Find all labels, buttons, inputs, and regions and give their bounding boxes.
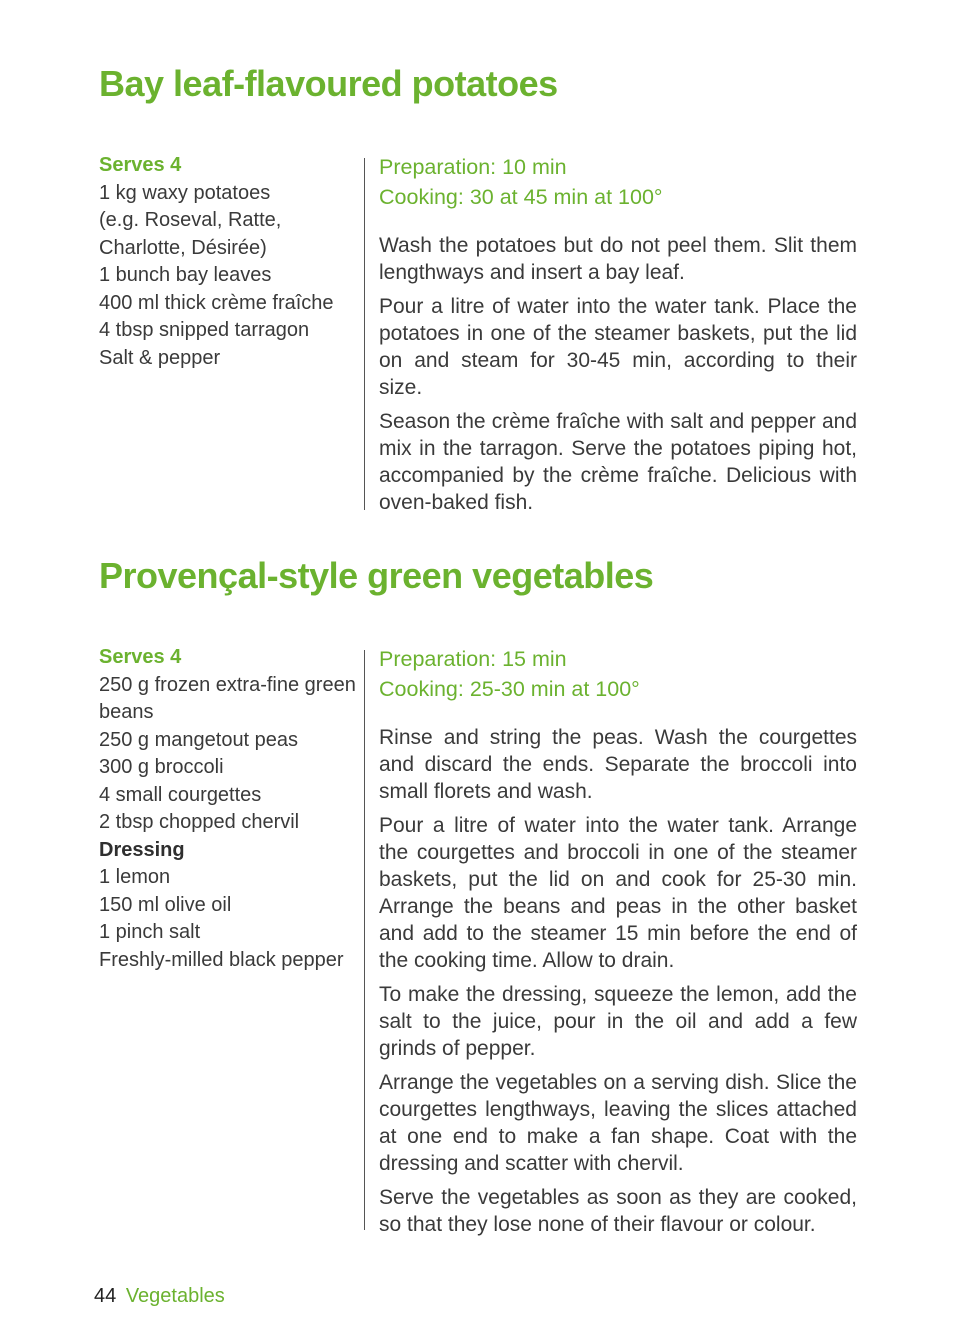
section-name: Vegetables <box>125 1285 225 1307</box>
column-divider <box>364 158 365 510</box>
method-step: Season the crème fraîche with salt and pepper and mix in the tarragon. Serve the potatoes piping hot, accompanied by the crème fraîche. Delicious with oven-baked fish. <box>379 410 857 514</box>
ingredient-item: (e.g. Roseval, Ratte, Charlotte, Désirée) <box>99 209 282 259</box>
method-steps <box>379 232 857 516</box>
ingredient-item: 4 tbsp snipped tarragon <box>99 319 310 341</box>
preparation-time: Preparation: 10 min <box>379 155 567 179</box>
method-step: Arrange the vegetables on a serving dish. Slice the courgettes lengthways, leaving the slices attached at one end to make a fan shape. Coat with the dressing and scatter with chervil. <box>379 1071 857 1175</box>
recipe-title: Provençal-style green vegetables <box>99 555 654 596</box>
ingredients-list <box>99 644 357 974</box>
ingredient-item: 2 tbsp chopped chervil <box>99 811 300 833</box>
ingredient-item: 1 bunch bay leaves <box>99 264 272 286</box>
dressing-item: 1 pinch salt <box>99 921 201 943</box>
ingredient-item: 250 g frozen extra-fine green beans <box>99 673 356 723</box>
dressing-item: 1 lemon <box>99 866 171 888</box>
column-divider <box>364 650 365 1230</box>
method-step: Rinse and string the peas. Wash the courgettes and discard the ends. Separate the broccoli into small florets and wash. <box>379 726 857 803</box>
preparation-time: Preparation: 15 min <box>379 647 567 671</box>
cooking-time: Cooking: 25-30 min at 100° <box>379 677 640 701</box>
method <box>379 644 857 1245</box>
ingredient-item: 300 g broccoli <box>99 756 224 778</box>
dressing-item: 150 ml olive oil <box>99 893 232 916</box>
ingredient-item: Salt & pepper <box>99 346 221 369</box>
method-step: To make the dressing, squeeze the lemon, add the salt to the juice, pour in the oil and add a few grinds of pepper. <box>379 983 857 1060</box>
ingredient-item: 400 ml thick crème fraîche <box>99 291 334 314</box>
ingredient-item: 4 small courgettes <box>99 783 262 806</box>
method-step: Wash the potatoes but do not peel them. Slit them lengthways and insert a bay leaf. <box>379 234 857 284</box>
serves-heading: Serves 4 <box>99 646 182 668</box>
method <box>379 152 857 523</box>
page-number: 44 <box>94 1285 117 1307</box>
recipe-provencal-vegetables <box>99 554 859 1236</box>
ingredients-list <box>99 152 357 372</box>
cooking-time: Cooking: 30 at 45 min at 100° <box>379 185 663 209</box>
dressing-heading: Dressing <box>99 838 185 861</box>
method-step: Serve the vegetables as soon as they are cooked, so that they lose none of their flavour or colour. <box>379 1186 857 1236</box>
recipe-title: Bay leaf-flavoured potatoes <box>99 63 558 104</box>
recipe-bay-leaf-potatoes <box>99 62 859 514</box>
ingredient-item: 1 kg waxy potatoes <box>99 181 271 204</box>
method-step: Pour a litre of water into the water tank. Place the potatoes in one of the steamer baskets, put the lid on and steam for 30-45 min, according to their size. <box>379 295 857 399</box>
dressing-item: Freshly-milled black pepper <box>99 948 344 971</box>
page-footer <box>94 1282 225 1310</box>
method-step: Pour a litre of water into the water tank. Arrange the courgettes and broccoli in one of the steamer baskets, put the lid on and cook for 25-30 min. Arrange the beans and peas in the other basket and add to the steamer 15 min before the end of the cooking time. Allow to drain. <box>379 814 857 972</box>
method-steps <box>379 724 857 1238</box>
serves-heading: Serves 4 <box>99 154 182 176</box>
ingredient-item: 250 g mangetout peas <box>99 728 299 751</box>
